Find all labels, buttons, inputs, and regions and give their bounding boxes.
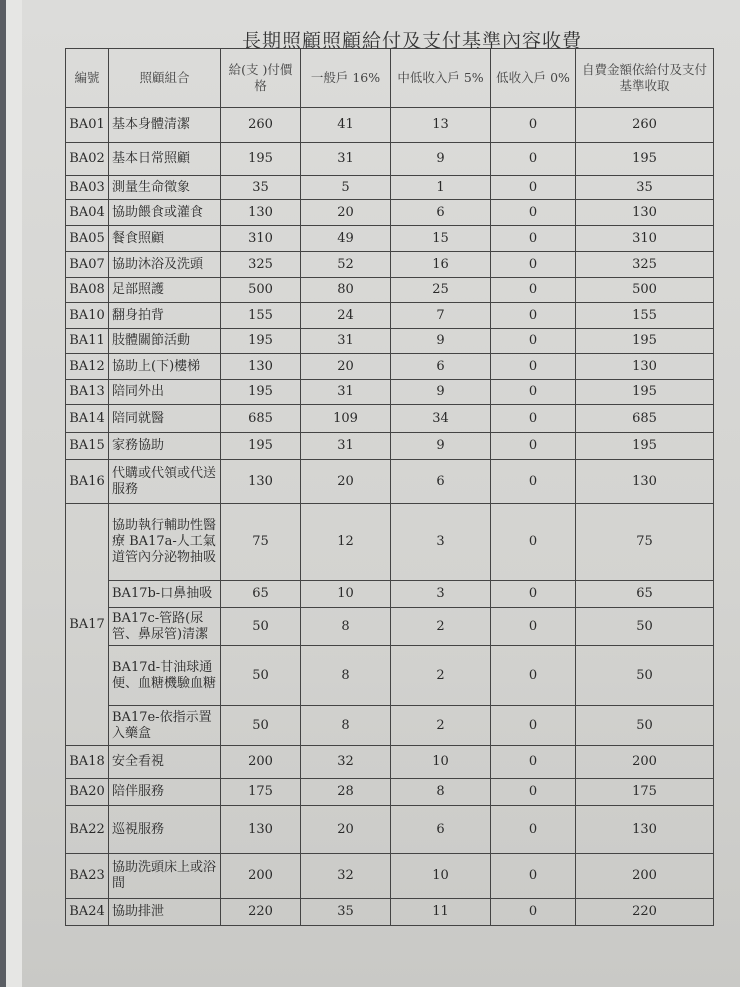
row-name: 餐食照顧 <box>109 226 221 252</box>
row-general: 28 <box>301 779 391 806</box>
row-mid-low: 3 <box>391 581 491 608</box>
row-name: 協助沐浴及洗頭 <box>109 252 221 278</box>
row-mid-low: 6 <box>391 806 491 854</box>
row-mid-low: 25 <box>391 278 491 303</box>
row-general: 41 <box>301 108 391 143</box>
row-mid-low: 1 <box>391 176 491 200</box>
row-general: 52 <box>301 252 391 278</box>
header-general: 一般戶 16% <box>301 49 391 108</box>
row-code: BA01 <box>66 108 109 143</box>
row-name: BA17d-甘油球通便、血糖機驗血糖 <box>109 646 221 706</box>
row-low: 0 <box>491 176 576 200</box>
row-name: BA17e-依指示置入藥盒 <box>109 706 221 746</box>
row-price: 685 <box>221 405 301 433</box>
row-price: 310 <box>221 226 301 252</box>
row-self-pay: 130 <box>576 806 714 854</box>
row-low: 0 <box>491 608 576 646</box>
row-code: BA11 <box>66 329 109 354</box>
header-price: 給(支 )付價格 <box>221 49 301 108</box>
row-mid-low: 9 <box>391 329 491 354</box>
table-row <box>66 806 714 854</box>
row-general: 20 <box>301 806 391 854</box>
row-price: 130 <box>221 354 301 380</box>
row-price: 155 <box>221 303 301 329</box>
row-self-pay: 50 <box>576 608 714 646</box>
row-general: 8 <box>301 608 391 646</box>
row-mid-low: 13 <box>391 108 491 143</box>
row-mid-low: 2 <box>391 608 491 646</box>
table-row <box>66 278 714 303</box>
row-mid-low: 34 <box>391 405 491 433</box>
fee-table <box>65 48 714 926</box>
row-price: 325 <box>221 252 301 278</box>
row-code: BA12 <box>66 354 109 380</box>
row-code: BA04 <box>66 200 109 226</box>
row-general: 12 <box>301 504 391 581</box>
row-self-pay: 685 <box>576 405 714 433</box>
table-row <box>66 746 714 779</box>
row-low: 0 <box>491 405 576 433</box>
row-name: 翻身拍背 <box>109 303 221 329</box>
row-general: 49 <box>301 226 391 252</box>
row-code: BA10 <box>66 303 109 329</box>
row-self-pay: 130 <box>576 354 714 380</box>
row-self-pay: 195 <box>576 380 714 405</box>
row-code: BA22 <box>66 806 109 854</box>
table-row <box>66 504 714 581</box>
row-self-pay: 130 <box>576 460 714 504</box>
row-general: 8 <box>301 706 391 746</box>
header-mid-low: 中低收入戶 5% <box>391 49 491 108</box>
table-row <box>66 854 714 899</box>
row-self-pay: 175 <box>576 779 714 806</box>
row-low: 0 <box>491 581 576 608</box>
adjacent-page-edge <box>0 0 22 987</box>
row-self-pay: 75 <box>576 504 714 581</box>
row-general: 31 <box>301 143 391 176</box>
row-price: 175 <box>221 779 301 806</box>
row-price: 50 <box>221 706 301 746</box>
row-self-pay: 195 <box>576 329 714 354</box>
row-low: 0 <box>491 303 576 329</box>
row-low: 0 <box>491 380 576 405</box>
row-code: BA16 <box>66 460 109 504</box>
row-self-pay: 65 <box>576 581 714 608</box>
row-name: 代購或代領或代送服務 <box>109 460 221 504</box>
header-low: 低收入戶 0% <box>491 49 576 108</box>
table-row <box>66 108 714 143</box>
page-title: 長期照顧照顧給付及支付基準內容收費 <box>242 30 583 52</box>
row-mid-low: 6 <box>391 200 491 226</box>
row-low: 0 <box>491 108 576 143</box>
row-price: 65 <box>221 581 301 608</box>
row-low: 0 <box>491 779 576 806</box>
table-row <box>66 581 714 608</box>
table-row <box>66 303 714 329</box>
row-name: 安全看視 <box>109 746 221 779</box>
row-code: BA17 <box>66 504 109 746</box>
row-self-pay: 260 <box>576 108 714 143</box>
row-mid-low: 7 <box>391 303 491 329</box>
header-name: 照顧組合 <box>109 49 221 108</box>
row-name: 家務協助 <box>109 433 221 460</box>
row-self-pay: 130 <box>576 200 714 226</box>
row-mid-low: 10 <box>391 854 491 899</box>
row-price: 195 <box>221 433 301 460</box>
row-code: BA13 <box>66 380 109 405</box>
row-name: 足部照護 <box>109 278 221 303</box>
table-row <box>66 405 714 433</box>
row-general: 31 <box>301 380 391 405</box>
row-name: 肢體關節活動 <box>109 329 221 354</box>
row-general: 31 <box>301 433 391 460</box>
table-row <box>66 899 714 926</box>
row-general: 32 <box>301 746 391 779</box>
table-row <box>66 252 714 278</box>
header-self-pay: 自費金額依給付及支付基準收取 <box>576 49 714 108</box>
table-row <box>66 706 714 746</box>
row-general: 10 <box>301 581 391 608</box>
row-self-pay: 310 <box>576 226 714 252</box>
row-mid-low: 2 <box>391 706 491 746</box>
row-price: 130 <box>221 460 301 504</box>
row-low: 0 <box>491 252 576 278</box>
row-low: 0 <box>491 504 576 581</box>
row-mid-low: 9 <box>391 143 491 176</box>
header-code: 編號 <box>66 49 109 108</box>
row-mid-low: 6 <box>391 460 491 504</box>
row-low: 0 <box>491 706 576 746</box>
table-row <box>66 433 714 460</box>
row-price: 50 <box>221 646 301 706</box>
row-general: 80 <box>301 278 391 303</box>
row-price: 195 <box>221 329 301 354</box>
row-code: BA24 <box>66 899 109 926</box>
row-price: 35 <box>221 176 301 200</box>
row-mid-low: 3 <box>391 504 491 581</box>
table-row <box>66 646 714 706</box>
row-name: BA17b-口鼻抽吸 <box>109 581 221 608</box>
table-header-row <box>66 49 714 108</box>
row-code: BA20 <box>66 779 109 806</box>
row-self-pay: 50 <box>576 706 714 746</box>
row-name: 協助上(下)樓梯 <box>109 354 221 380</box>
row-price: 260 <box>221 108 301 143</box>
row-low: 0 <box>491 329 576 354</box>
row-self-pay: 35 <box>576 176 714 200</box>
row-code: BA14 <box>66 405 109 433</box>
row-code: BA18 <box>66 746 109 779</box>
row-mid-low: 15 <box>391 226 491 252</box>
row-name: 測量生命徵象 <box>109 176 221 200</box>
row-low: 0 <box>491 143 576 176</box>
row-mid-low: 10 <box>391 746 491 779</box>
row-low: 0 <box>491 899 576 926</box>
row-low: 0 <box>491 646 576 706</box>
row-self-pay: 195 <box>576 143 714 176</box>
row-code: BA15 <box>66 433 109 460</box>
row-price: 195 <box>221 380 301 405</box>
table-row <box>66 779 714 806</box>
row-self-pay: 50 <box>576 646 714 706</box>
row-general: 32 <box>301 854 391 899</box>
row-name: BA17c-管路(尿管、鼻尿管)清潔 <box>109 608 221 646</box>
row-name: 陪同外出 <box>109 380 221 405</box>
row-price: 50 <box>221 608 301 646</box>
table-row <box>66 354 714 380</box>
row-low: 0 <box>491 746 576 779</box>
row-price: 200 <box>221 746 301 779</box>
row-low: 0 <box>491 354 576 380</box>
row-mid-low: 16 <box>391 252 491 278</box>
row-mid-low: 6 <box>391 354 491 380</box>
table-row <box>66 176 714 200</box>
row-low: 0 <box>491 200 576 226</box>
table-row <box>66 380 714 405</box>
row-low: 0 <box>491 278 576 303</box>
table-row <box>66 329 714 354</box>
row-self-pay: 195 <box>576 433 714 460</box>
row-mid-low: 11 <box>391 899 491 926</box>
row-low: 0 <box>491 806 576 854</box>
row-name: 基本身體清潔 <box>109 108 221 143</box>
row-mid-low: 8 <box>391 779 491 806</box>
row-general: 31 <box>301 329 391 354</box>
row-general: 5 <box>301 176 391 200</box>
row-code: BA07 <box>66 252 109 278</box>
row-code: BA03 <box>66 176 109 200</box>
table-row <box>66 460 714 504</box>
row-self-pay: 220 <box>576 899 714 926</box>
row-name: 協助餵食或灌食 <box>109 200 221 226</box>
row-price: 75 <box>221 504 301 581</box>
row-price: 130 <box>221 806 301 854</box>
row-name: 協助洗頭床上或浴間 <box>109 854 221 899</box>
table-row <box>66 143 714 176</box>
row-low: 0 <box>491 460 576 504</box>
table-row <box>66 200 714 226</box>
row-price: 130 <box>221 200 301 226</box>
row-general: 20 <box>301 200 391 226</box>
row-general: 20 <box>301 354 391 380</box>
row-general: 24 <box>301 303 391 329</box>
row-name: 陪伴服務 <box>109 779 221 806</box>
row-name: 協助執行輔助性醫療 BA17a-人工氣道管內分泌物抽吸 <box>109 504 221 581</box>
document-page <box>22 0 740 987</box>
row-name: 陪同就醫 <box>109 405 221 433</box>
row-low: 0 <box>491 226 576 252</box>
row-code: BA05 <box>66 226 109 252</box>
row-name: 巡視服務 <box>109 806 221 854</box>
row-self-pay: 200 <box>576 854 714 899</box>
row-self-pay: 155 <box>576 303 714 329</box>
row-mid-low: 9 <box>391 380 491 405</box>
row-mid-low: 9 <box>391 433 491 460</box>
row-price: 220 <box>221 899 301 926</box>
row-self-pay: 200 <box>576 746 714 779</box>
row-low: 0 <box>491 433 576 460</box>
row-low: 0 <box>491 854 576 899</box>
row-name: 基本日常照顧 <box>109 143 221 176</box>
row-price: 200 <box>221 854 301 899</box>
row-self-pay: 325 <box>576 252 714 278</box>
row-general: 8 <box>301 646 391 706</box>
row-code: BA23 <box>66 854 109 899</box>
row-mid-low: 2 <box>391 646 491 706</box>
row-name: 協助排泄 <box>109 899 221 926</box>
row-general: 20 <box>301 460 391 504</box>
row-price: 500 <box>221 278 301 303</box>
row-self-pay: 500 <box>576 278 714 303</box>
row-code: BA02 <box>66 143 109 176</box>
row-general: 109 <box>301 405 391 433</box>
table-row <box>66 608 714 646</box>
row-code: BA08 <box>66 278 109 303</box>
row-price: 195 <box>221 143 301 176</box>
row-general: 35 <box>301 899 391 926</box>
table-row <box>66 226 714 252</box>
